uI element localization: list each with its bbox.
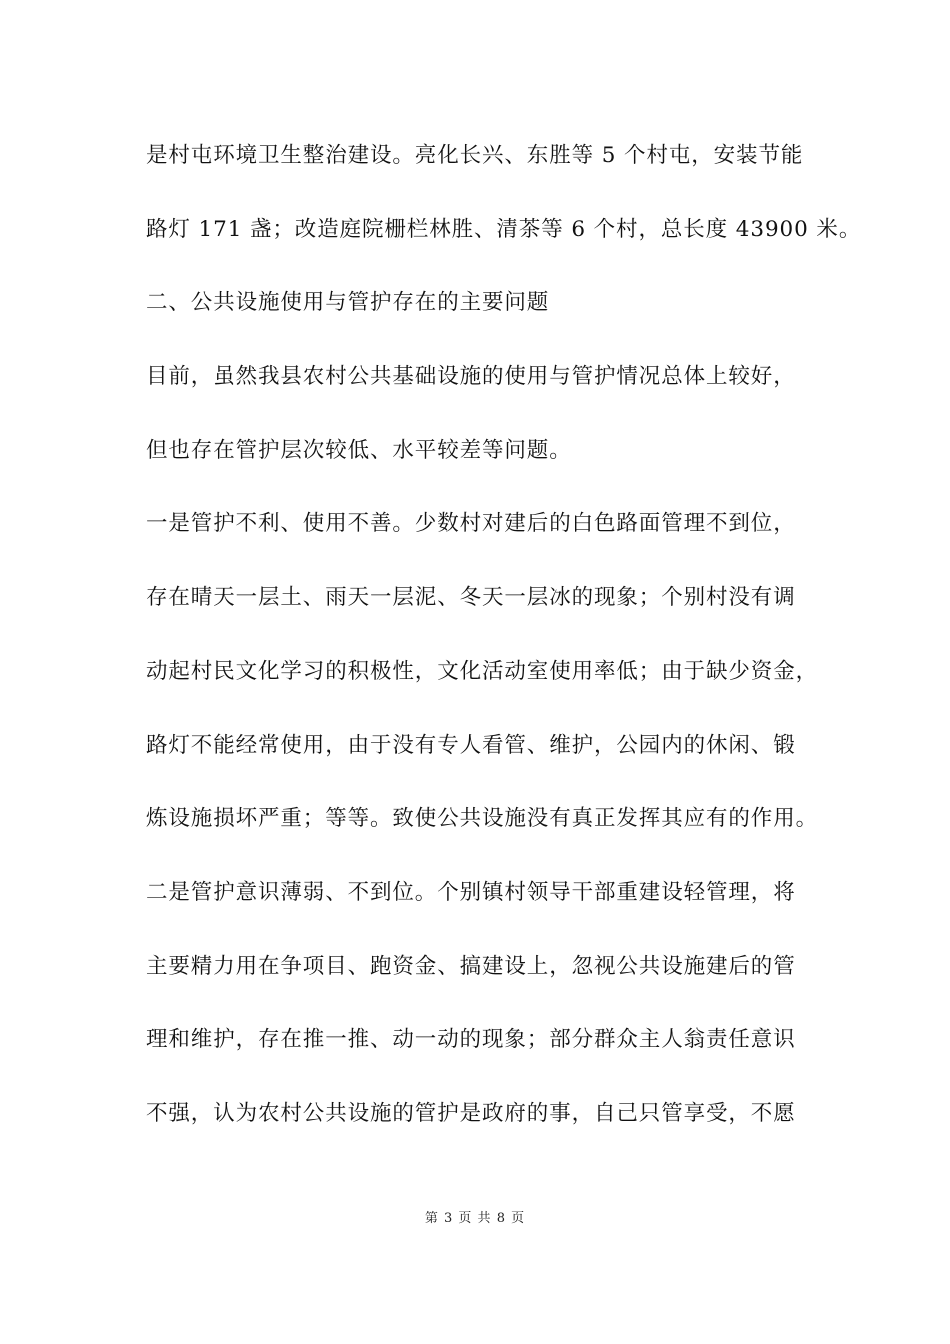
text-line: 存在晴天一层土、雨天一层泥、冬天一层冰的现象；个别村没有调 — [146, 585, 796, 611]
text-line: 是村屯环境卫生整治建设。亮化长兴、东胜等 5 个村屯，安装节能 — [146, 143, 804, 168]
text-line: 一是管护不利、使用不善。少数村对建后的白色路面管理不到位， — [146, 511, 796, 537]
text-line: 目前，虽然我县农村公共基础设施的使用与管护情况总体上较好， — [146, 364, 796, 390]
text-line: 炼设施损坏严重；等等。致使公共设施没有真正发挥其应有的作用。 — [146, 806, 819, 832]
section-heading: 二、公共设施使用与管护存在的主要问题 — [146, 290, 550, 316]
page-number-footer: 第 3 页 共 8 页 — [424, 1211, 526, 1226]
text-line: 但也存在管护层次较低、水平较差等问题。 — [146, 437, 572, 463]
body-text — [146, 132, 862, 1164]
text-line: 不强，认为农村公共设施的管护是政府的事，自己只管享受，不愿 — [146, 1100, 796, 1126]
text-line: 主要精力用在争项目、跑资金、搞建设上，忽视公共设施建后的管 — [146, 953, 796, 979]
text-line: 二是管护意识薄弱、不到位。个别镇村领导干部重建设轻管理，将 — [146, 879, 796, 905]
text-line: 理和维护，存在推一推、动一动的现象；部分群众主人翁责任意识 — [146, 1027, 796, 1053]
text-line: 动起村民文化学习的积极性，文化活动室使用率低；由于缺少资金， — [146, 658, 819, 684]
text-line: 路灯不能经常使用，由于没有专人看管、维护，公园内的休闲、锻 — [146, 732, 796, 758]
text-line: 路灯 171 盏；改造庭院栅栏林胜、清茶等 6 个村，总长度 43900 米。 — [146, 216, 862, 242]
